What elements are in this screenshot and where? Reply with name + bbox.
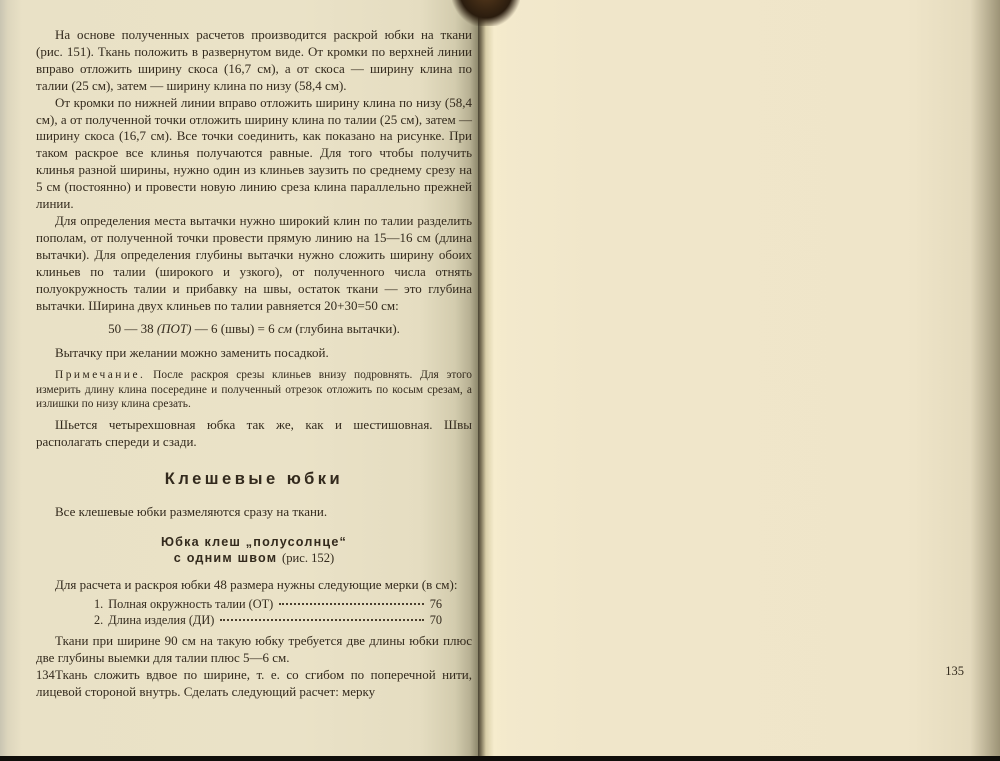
footnote: Примечание. После раскроя срезы клиньев внизу подровнять. Для этого измерить длину клина посередине и полученный отрезок отложить по косым срезам, а излишки по низу клина срезать. (36, 369, 472, 411)
dart-depth-formula: 50 — 38 (ПОТ) — 6 (швы) = 6 см (глубина вытачки). (108, 321, 400, 337)
left-page-text-column (36, 27, 472, 701)
paragraph: Ткани при ширине 90 см на такую юбку требуется две длины юбки плюс две глубины выемки для талии плюс 5—6 см. (36, 633, 472, 666)
measurement-label: Полная окружность талии (ОТ) (108, 596, 274, 611)
book-spine-shadow (452, 0, 520, 26)
list-item: 1. Полная окружность талии (ОТ) 76 (94, 596, 442, 611)
measurement-value: 76 (429, 596, 442, 611)
page-number-left: 134 (36, 668, 55, 682)
page-number-right: 135 (945, 664, 964, 678)
list-item: 2. Длина изделия (ДИ) 70 (94, 612, 442, 627)
right-page (478, 0, 1000, 756)
paragraph: Ткань сложить вдвое по ширине, т. е. со сгибом по поперечной нити, лицевой стороной внутрь. Сделать следующий расчет: мерку (36, 666, 472, 699)
paragraph: Вытачку при желании можно заменить посадкой. (55, 345, 329, 361)
scan-edge (0, 756, 1000, 761)
left-page (0, 0, 478, 756)
dot-leader (279, 603, 424, 605)
measurement-label: Длина изделия (ДИ) (108, 612, 215, 627)
section-heading: Клешевые юбки (164, 470, 344, 489)
paragraph: Шьется четырехшовная юбка так же, как и шестишовная. Швы располагать спереди и сзади. (36, 417, 472, 450)
paragraph: Для определения места вытачки нужно широкий клин по талии разделить пополам, от полученной точки провести прямую линию на 15—16 см (длина вытачки). Для определения глубины вытачки нужно сложить ширину обоих клиньев по талии (широкого и узкого), от полученного числа отнять полуокружность талии и прибавку на швы, остаток ткани — это глубина вытачки. Ширина двух клиньев по талии равняется 20+30=50 см: (36, 212, 472, 313)
paragraph: Для расчета и раскроя юбки 48 размера нужны следующие мерки (в см): (55, 577, 458, 593)
paragraph: На основе полученных расчетов производится раскрой юбки на ткани (рис. 151). Ткань положить в развернутом виде. От кромки по верхней линии вправо отложить ширину скоса (16,7 см), а от скоса — ширину клина по талии (25 см), затем — ширину клина по низу (58,4 см). (36, 27, 472, 93)
subsection-heading: Юбка клеш „полусолнце“ с одним швом (рис. 152) (160, 535, 348, 566)
dot-leader (220, 619, 423, 621)
paragraph: Все клешевые юбки размеляются сразу на ткани. (55, 504, 328, 520)
paragraph: От кромки по нижней линии вправо отложить ширину клина по низу (58,4 см), а от полученной точки отложить ширину клина по талии (25 см), затем — ширину скоса (16,7 см). Все точки соединить, как показано на рисунке. При таком раскрое все клинья получаются равные. Для того чтобы получить клинья разной ширины, нужно один из клиньев заузить по среднему срезу на 5 см (постоянно) и провести новую линию среза клина параллельно прежней линии. (36, 94, 472, 212)
measurement-value: 70 (429, 612, 442, 627)
measurement-list (36, 597, 472, 628)
footnote-label: Примечание. (55, 369, 146, 382)
